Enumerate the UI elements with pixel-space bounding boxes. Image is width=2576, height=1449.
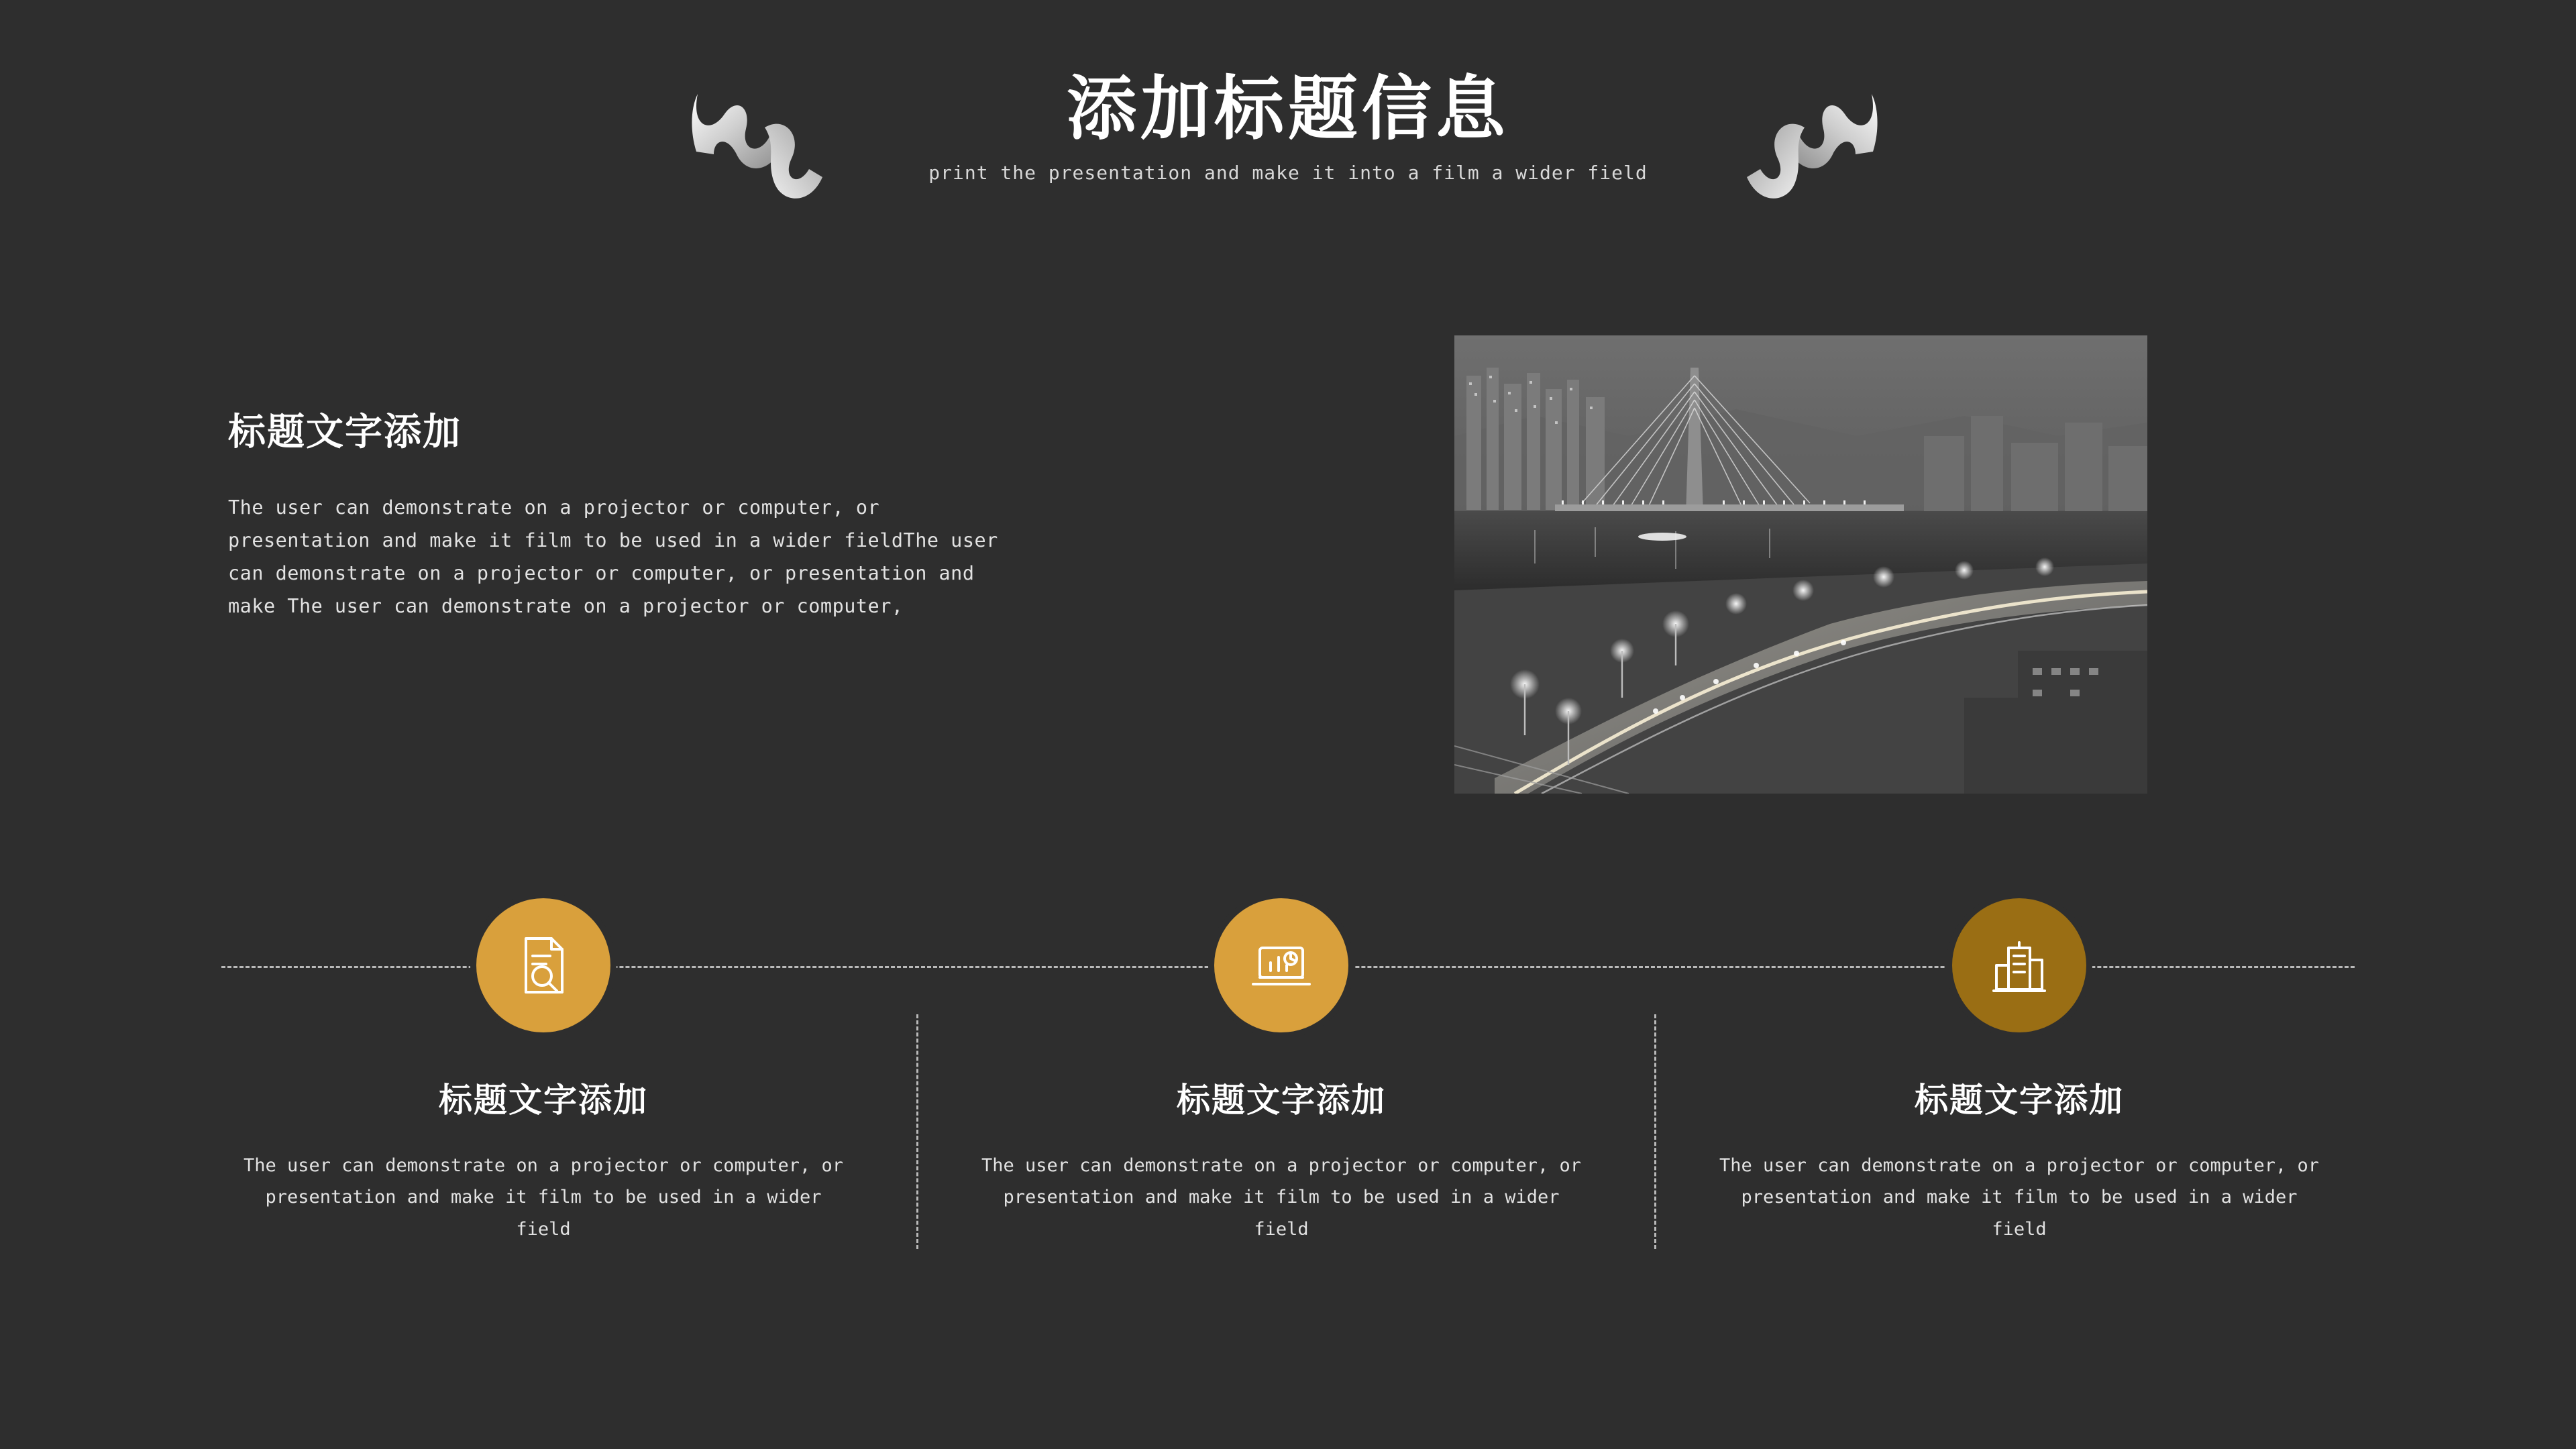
feature-body-1: The user can demonstrate on a projector or computer, or presentation and make it film to be used in a wider field [243, 1155, 844, 1240]
feature-title-1: 标题文字添加 [439, 1081, 648, 1120]
left-block-title: 标题文字添加 [228, 411, 462, 454]
slide-header [0, 67, 2576, 184]
feature-column-2 [946, 892, 1617, 1245]
page-subtitle: print the presentation and make it into a film a wider field [928, 161, 1648, 184]
feature-column-3 [1684, 892, 2355, 1245]
laptop-chart-icon [1208, 892, 1354, 1038]
page-title: 添加标题信息 [1066, 68, 1509, 150]
vertical-divider-2 [1654, 1014, 1656, 1249]
ribbon-decoration-icon-right [1697, 87, 1885, 221]
ribbon-decoration-icon-left [684, 87, 872, 221]
feature-title-3: 标题文字添加 [1915, 1081, 2124, 1120]
feature-column-1 [208, 892, 879, 1245]
feature-title-2: 标题文字添加 [1177, 1081, 1386, 1120]
night-city-photo [1454, 335, 2147, 794]
vertical-divider-1 [916, 1014, 918, 1249]
document-search-icon [470, 892, 616, 1038]
feature-body-3: The user can demonstrate on a projector or computer, or presentation and make it film to be used in a wider field [1719, 1155, 2320, 1240]
left-text-block [228, 402, 1033, 623]
building-icon [1946, 892, 2092, 1038]
feature-body-2: The user can demonstrate on a projector or computer, or presentation and make it film to be used in a wider field [981, 1155, 1582, 1240]
left-block-body: The user can demonstrate on a projector or computer, or presentation and make it film to be used in a wider fieldThe user can demonstrate on a projector or computer, or presentation and make The user can demonstrate on a projector or computer, [228, 496, 998, 618]
